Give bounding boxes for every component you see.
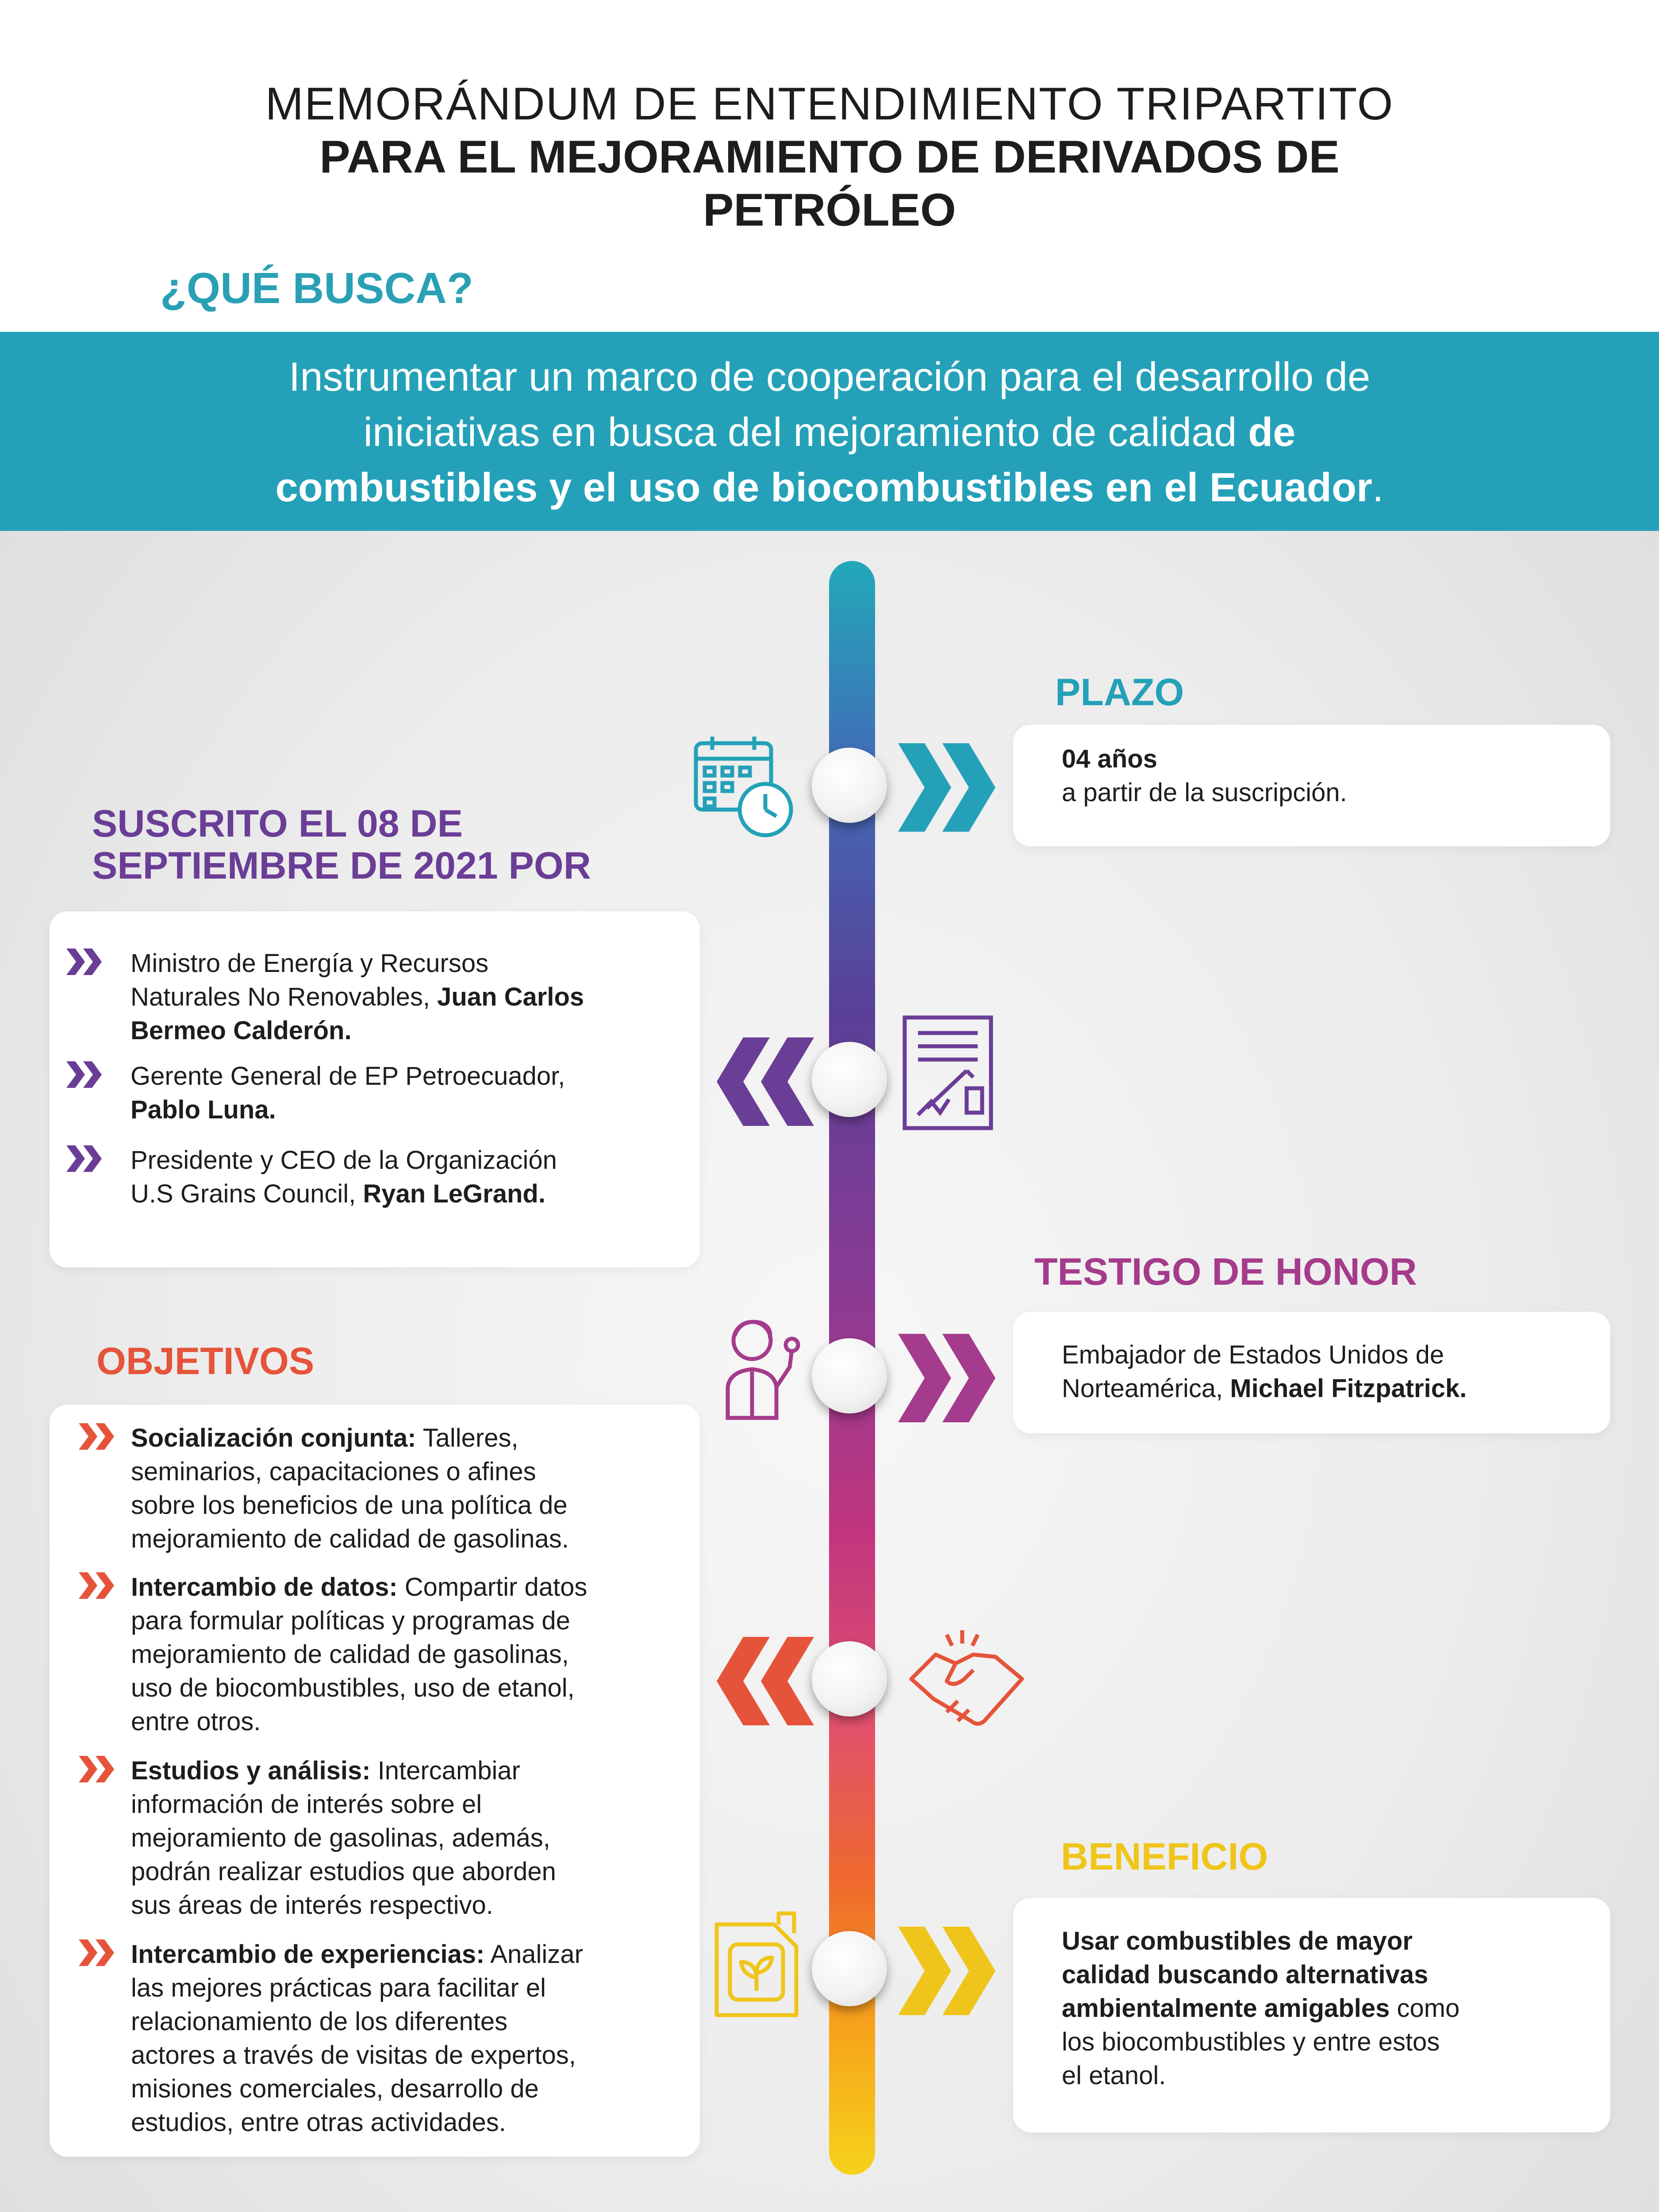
signer-name: Pablo Luna.	[131, 1095, 276, 1124]
signer-line-2-normal: Naturales No Renovables,	[131, 983, 438, 1011]
objective-line-1	[131, 1754, 556, 1788]
signer-text	[131, 1144, 557, 1211]
beneficio-line-3	[1062, 1992, 1593, 2025]
title-line-3: PETRÓLEO	[703, 184, 956, 236]
timeline-node-testigo	[812, 1338, 887, 1413]
objective-line: estudios, entre otras actividades.	[131, 2108, 506, 2137]
double-chevron-icon	[79, 1939, 119, 1966]
testigo-card	[1013, 1312, 1610, 1433]
signer-text	[131, 1060, 565, 1127]
beneficio-card	[1013, 1898, 1610, 2132]
purpose-line-2	[168, 405, 1491, 460]
signer-line-1: Ministro de Energía y Recursos	[131, 949, 489, 978]
purpose-line-3-bold: combustibles y el uso de biocombustibles en el Ecuador	[275, 465, 1372, 510]
person-raising-hand-icon	[717, 1310, 805, 1420]
objective-line: mejoramiento de calidad de gasolinas.	[131, 1525, 569, 1553]
purpose-line-2-normal: iniciativas en busca del mejoramiento de calidad	[363, 410, 1248, 455]
list-item	[79, 1754, 689, 1931]
calendar-clock-icon	[692, 734, 799, 841]
objective-line-1	[131, 1421, 569, 1455]
timeline-node-objetivos	[812, 1641, 887, 1717]
chevron-right-icon	[898, 1334, 1004, 1422]
biofuel-canister-icon	[708, 1907, 810, 2022]
timeline-node-plazo	[812, 748, 887, 823]
suscrito-heading	[92, 803, 591, 887]
objetivos-heading: OBJETIVOS	[96, 1340, 315, 1382]
timeline-node-beneficio	[812, 1931, 887, 2006]
objective-text	[131, 1571, 587, 1739]
purpose-line-2-bold: de	[1248, 410, 1296, 455]
suscrito-heading-line-2: SEPTIEMBRE DE 2021 POR	[92, 845, 591, 887]
plazo-card	[1013, 725, 1610, 846]
double-chevron-icon	[66, 1061, 106, 1088]
objective-text	[131, 1421, 569, 1556]
objective-title: Socialización conjunta:	[131, 1424, 416, 1452]
list-item	[79, 1421, 689, 1572]
list-item	[66, 947, 686, 1053]
objective-line: uso de biocombustibles, uso de etanol,	[131, 1674, 575, 1702]
signer-name: Ryan LeGrand.	[363, 1179, 545, 1208]
suscrito-heading-line-1: SUSCRITO EL 08 DE	[92, 803, 463, 845]
chevron-left-icon	[708, 1637, 814, 1725]
objective-title: Estudios y análisis:	[131, 1756, 371, 1785]
title-line-1: MEMORÁNDUM DE ENTENDIMIENTO TRIPARTITO	[265, 78, 1394, 130]
objective-line-1-normal: Analizar	[484, 1940, 583, 1969]
list-item	[79, 1571, 689, 1747]
objective-line-1-normal: Talleres,	[416, 1424, 518, 1452]
signer-line-1: Gerente General de EP Petroecuador,	[131, 1062, 565, 1091]
title-line-2: PARA EL MEJORAMIENTO DE DERIVADOS DE	[319, 131, 1340, 183]
plazo-heading: PLAZO	[1055, 671, 1184, 714]
beneficio-line-4: los biocombustibles y entre estos	[1062, 2028, 1440, 2056]
purpose-text	[168, 349, 1491, 515]
que-busca-heading: ¿QUÉ BUSCA?	[160, 264, 473, 312]
objective-line: misiones comerciales, desarrollo de	[131, 2074, 539, 2103]
objective-line: para formular políticas y programas de	[131, 1606, 570, 1635]
objective-line-1	[131, 1938, 583, 1971]
testigo-line-1: Embajador de Estados Unidos de	[1062, 1340, 1444, 1369]
testigo-name: Michael Fitzpatrick.	[1230, 1374, 1467, 1403]
double-chevron-icon	[79, 1572, 119, 1599]
document-sign-icon	[900, 1013, 998, 1133]
timeline-node-suscrito	[812, 1042, 887, 1117]
objective-text	[131, 1754, 556, 1922]
signer-line-2	[131, 1177, 557, 1211]
objective-line: actores a través de visitas de expertos,	[131, 2041, 576, 2070]
double-chevron-icon	[79, 1756, 119, 1782]
purpose-line-3	[168, 460, 1491, 515]
objective-text	[131, 1938, 583, 2139]
purpose-line-3-end: .	[1372, 465, 1384, 510]
testigo-line-2-normal: Norteamérica,	[1062, 1374, 1230, 1403]
list-item	[66, 1060, 686, 1130]
objective-line-1-normal: Compartir datos	[397, 1573, 588, 1601]
beneficio-card-content	[1062, 1924, 1593, 2093]
objetivos-card	[50, 1405, 700, 2157]
signer-name: Juan Carlos	[437, 983, 584, 1011]
double-chevron-icon	[79, 1423, 119, 1450]
signer-line-1: Presidente y CEO de la Organización	[131, 1146, 557, 1175]
list-item	[79, 1938, 689, 2146]
signer-text	[131, 947, 584, 1048]
chevron-right-icon	[898, 743, 1004, 832]
beneficio-line-3-normal: como	[1390, 1994, 1460, 2023]
plazo-value: 04 años	[1062, 745, 1157, 773]
signer-line-3	[131, 1014, 584, 1048]
objective-line: podrán realizar estudios que aborden	[131, 1857, 556, 1886]
testigo-line-2	[1062, 1372, 1593, 1406]
objective-line: relacionamiento de los diferentes	[131, 2007, 508, 2036]
signer-line-2	[131, 1093, 565, 1127]
signer-name-cont: Bermeo Calderón.	[131, 1016, 352, 1045]
purpose-line-1: Instrumentar un marco de cooperación para el desarrollo de	[288, 354, 1371, 399]
objective-title: Intercambio de experiencias:	[131, 1940, 485, 1969]
objective-line: seminarios, capacitaciones o afines	[131, 1457, 536, 1486]
testigo-heading: TESTIGO DE HONOR	[1034, 1251, 1417, 1293]
objective-line: sobre los beneficios de una política de	[131, 1491, 568, 1520]
handshake-icon	[907, 1626, 1026, 1741]
testigo-card-content	[1062, 1338, 1593, 1406]
objective-line: información de interés sobre el	[131, 1790, 482, 1819]
double-chevron-icon	[66, 1145, 106, 1172]
objective-line-1	[131, 1571, 587, 1604]
beneficio-line-2: calidad buscando alternativas	[1062, 1960, 1429, 1989]
beneficio-heading: BENEFICIO	[1061, 1836, 1268, 1878]
list-item	[66, 1144, 686, 1214]
suscrito-card	[50, 911, 700, 1267]
plazo-detail: a partir de la suscripción.	[1062, 778, 1347, 807]
objective-line: sus áreas de interés respectivo.	[131, 1891, 493, 1920]
plazo-card-content	[1062, 742, 1347, 810]
signer-line-2-normal: U.S Grains Council,	[131, 1179, 363, 1208]
chevron-right-icon	[898, 1927, 1004, 2015]
signer-line-2	[131, 980, 584, 1014]
double-chevron-icon	[66, 949, 106, 975]
objective-line: entre otros.	[131, 1707, 261, 1736]
objective-line: mejoramiento de gasolinas, además,	[131, 1824, 550, 1852]
objective-line-1-normal: Intercambiar	[370, 1756, 520, 1785]
beneficio-line-1: Usar combustibles de mayor	[1062, 1927, 1413, 1955]
chevron-left-icon	[708, 1037, 814, 1126]
objective-line: las mejores prácticas para facilitar el	[131, 1974, 546, 2002]
objective-title: Intercambio de datos:	[131, 1573, 398, 1601]
beneficio-line-3-bold: ambientalmente amigables	[1062, 1994, 1390, 2023]
beneficio-line-5: el etanol.	[1062, 2061, 1166, 2090]
objective-line: mejoramiento de calidad de gasolinas,	[131, 1640, 569, 1669]
